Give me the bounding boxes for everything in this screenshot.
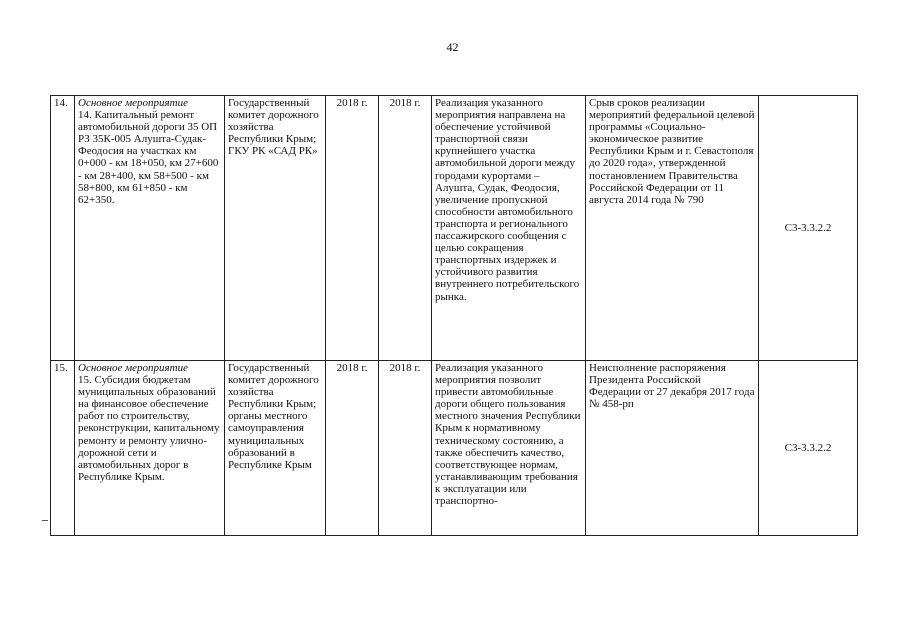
expected-result: Реализация указанного мероприятия направлена на обеспечение устойчивой транспортной связи крупнейшего участка автомобильной дороги между городами курортами – Алушта, Судак, Феодосия, увеличение пропускной способности автомобильного транспорта и регионального пассажирского сообщения с целью сокращения транспортных издержек и устойчивого развития внутреннего потребительского рынка.	[432, 96, 586, 361]
measure-type-label: Основное мероприятие	[78, 362, 188, 374]
start-year: 2018 г.	[326, 96, 379, 361]
page-number: 42	[446, 40, 459, 54]
start-year: 2018 г.	[326, 361, 379, 536]
measure-name-cell	[75, 361, 225, 536]
indicator-code: С3-3.3.2.2	[759, 361, 858, 536]
end-year: 2018 г.	[379, 96, 432, 361]
indicator-code: С3-3.3.2.2	[759, 96, 858, 361]
measure-description: 15. Субсидия бюджетам муниципальных образований на финансовое обеспечение работ по строительству, реконструкции, капитальному ремонту и ремонту улично-дорожной сети и автомобильных дорог в Республике Крым.	[78, 374, 220, 483]
responsible-executor: Государственный комитет дорожного хозяйства Республики Крым; органы местного самоуправления муниципальных образований в Республике Крым	[225, 361, 326, 536]
row-number: 14.	[51, 96, 75, 361]
scan-mark	[42, 520, 48, 521]
responsible-executor: Государственный комитет дорожного хозяйства Республики Крым; ГКУ РК «САД РК»	[225, 96, 326, 361]
row-number: 15.	[51, 361, 75, 536]
measures-table	[50, 95, 858, 536]
non-implementation-consequences: Неисполнение распоряжения Президента Российской Федерации от 27 декабря 2017 года № 458-рп	[586, 361, 759, 536]
measure-name-cell	[75, 96, 225, 361]
expected-result: Реализация указанного мероприятия позволит привести автомобильные дороги общего пользования местного значения Республики Крым к нормативному техническому состоянию, а также обеспечить качество, соответствующее нормам, устанавливающим требования к эксплуатации или транспортно-	[432, 361, 586, 536]
measure-description: 14. Капитальный ремонт автомобильной дороги 35 ОП РЗ 35К-005 Алушта-Судак-Феодосия на участках км 0+000 - км 18+050, км 27+600 - км 28+400, км 58+500 - км 58+800, км 61+850 - км 62+350.	[78, 109, 219, 206]
measure-type-label: Основное мероприятие	[78, 97, 188, 109]
table-row	[51, 96, 858, 361]
end-year: 2018 г.	[379, 361, 432, 536]
non-implementation-consequences: Срыв сроков реализации мероприятий федеральной целевой программы «Социально-экономическое развитие Республики Крым и г. Севастополя до 2020 года», утвержденной постановлением Правительства Российской Федерации от 11 августа 2014 года № 790	[586, 96, 759, 361]
table-row	[51, 361, 858, 536]
